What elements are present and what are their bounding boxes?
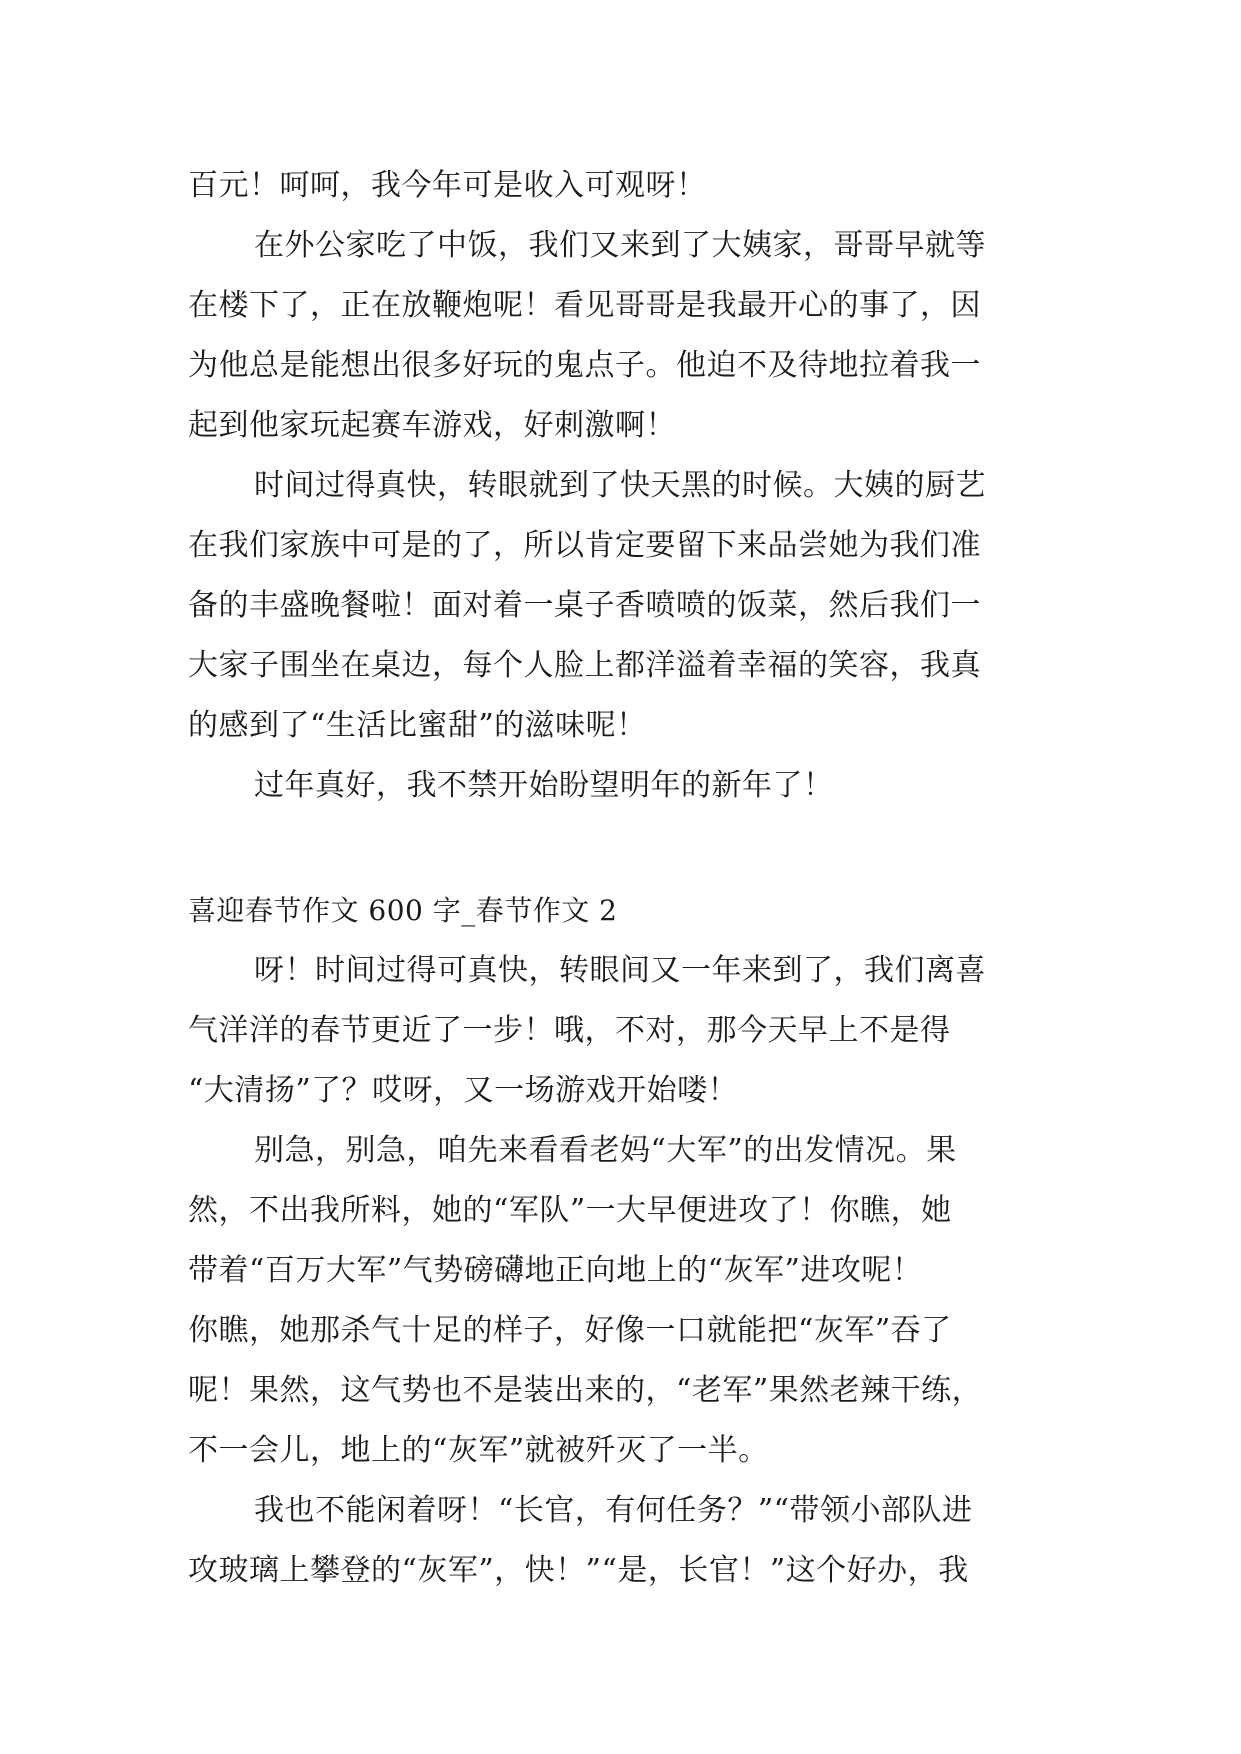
paragraph-line: 然，不出我所料，她的“军队”一大早便进攻了！你瞧，她 [188, 1193, 952, 1228]
paragraph-line: 备的丰盛晚餐啦！面对着一桌子香喷喷的饭菜，然后我们一 [188, 588, 981, 623]
paragraph-line: 呀！时间过得可真快，转眼间又一年来到了，我们离喜 [254, 953, 986, 988]
paragraph-line: 呢！果然，这气势也不是装出来的，“老军”果然老辣干练， [188, 1373, 983, 1408]
paragraph-line: 时间过得真快，转眼就到了快天黑的时候。大姨的厨艺 [254, 468, 986, 503]
section-title: 喜迎春节作文 600 字_春节作文 2 [188, 894, 618, 927]
paragraph-line: 在外公家吃了中饭，我们又来到了大姨家，哥哥早就等 [254, 228, 986, 263]
paragraph-line: 攻玻璃上攀登的“灰军”，快！”“是，长官！”这个好办，我 [188, 1553, 969, 1588]
paragraph-line: 为他总是能想出很多好玩的鬼点子。他迫不及待地拉着我一 [188, 348, 981, 383]
paragraph-line: 在楼下了，正在放鞭炮呢！看见哥哥是我最开心的事了，因 [188, 288, 981, 323]
paragraph-line: 过年真好，我不禁开始盼望明年的新年了！ [254, 768, 834, 803]
paragraph-line: 我也不能闲着呀！“长官，有何任务？”“带领小部队进 [254, 1493, 973, 1528]
paragraph-line: 百元！呵呵，我今年可是收入可观呀！ [188, 168, 707, 203]
paragraph-line: 别急，别急，咱先来看看老妈“大军”的出发情况。果 [254, 1133, 957, 1168]
paragraph-line: 带着“百万大军”气势磅礴地正向地上的“灰军”进攻呢！ [188, 1253, 923, 1288]
paragraph-line: 气洋洋的春节更近了一步！哦，不对，那今天早上不是得 [188, 1013, 951, 1048]
paragraph-line: 不一会儿，地上的“灰军”就被歼灭了一半。 [188, 1433, 769, 1468]
paragraph-line: “大清扬”了？哎呀，又一场游戏开始喽！ [188, 1073, 739, 1108]
paragraph-line: 大家子围坐在桌边，每个人脸上都洋溢着幸福的笑容，我真 [188, 648, 981, 683]
paragraph-line: 起到他家玩起赛车游戏，好刺激啊！ [188, 408, 676, 443]
paragraph-line: 你瞧，她那杀气十足的样子，好像一口就能把“灰军”吞了 [188, 1313, 952, 1348]
paragraph-line: 在我们家族中可是的了，所以肯定要留下来品尝她为我们准 [188, 528, 981, 563]
paragraph-line: 的感到了“生活比蜜甜”的滋味呢！ [188, 708, 647, 743]
